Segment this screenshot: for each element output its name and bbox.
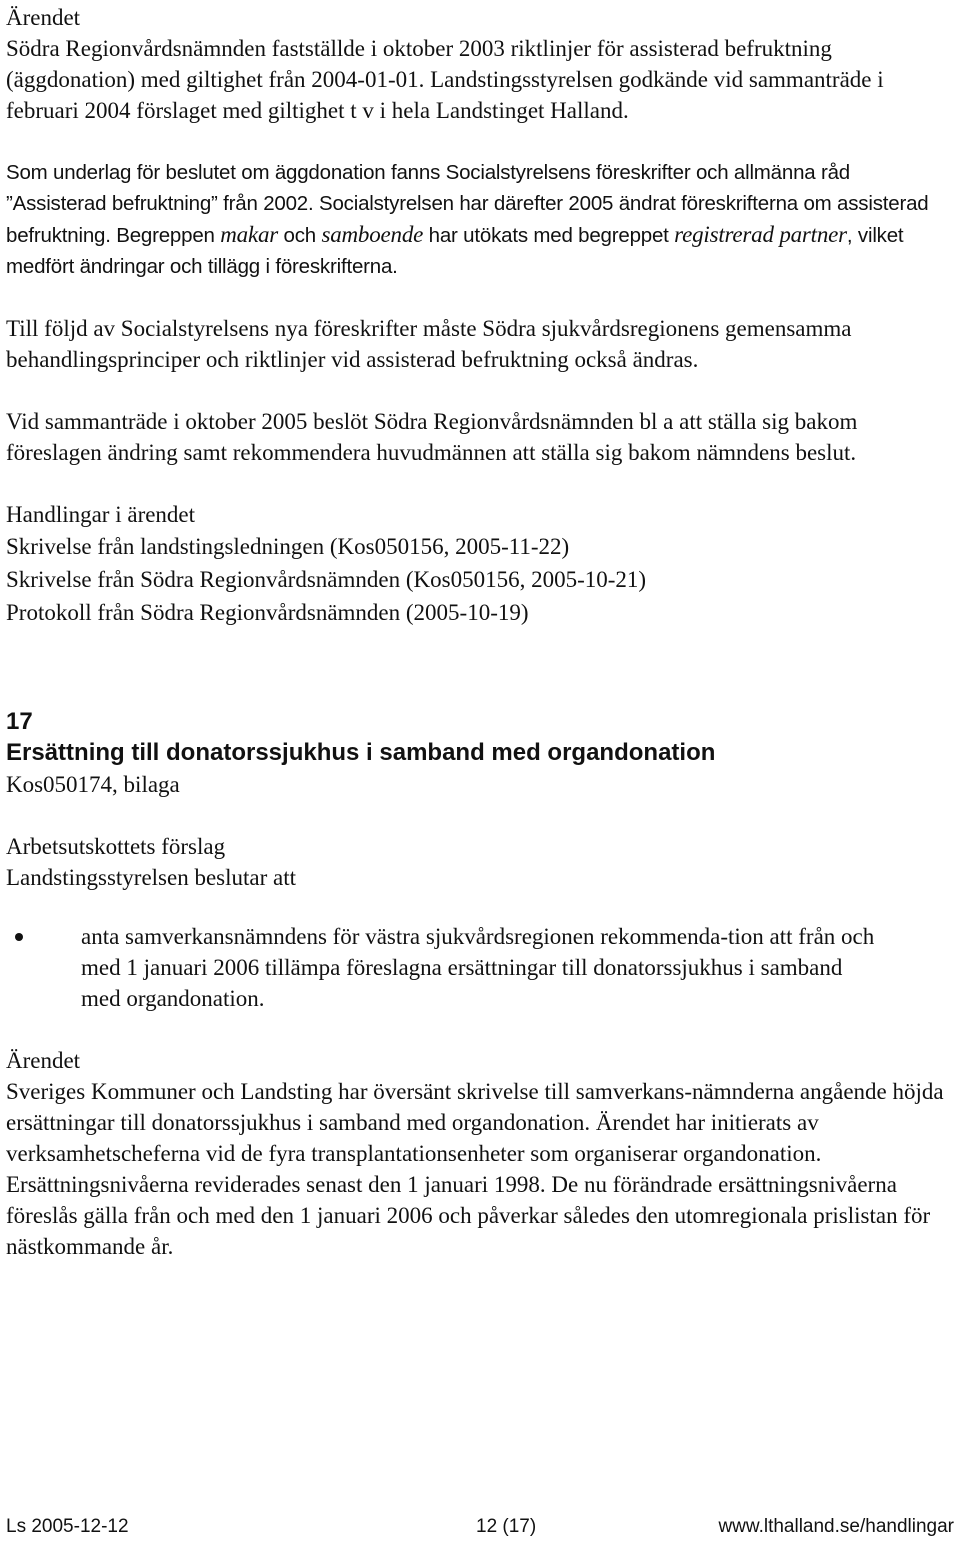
document-item: Protokoll från Södra Regionvårdsnämnden (2005-10-19) [6,600,529,625]
paragraph-basis [6,157,954,282]
paragraph-consequence: Till följd av Socialstyrelsens nya föreskrifter måste Södra sjukvårdsregionens gemensamma behandlingsprinciper och riktlinjer vid assisterad befruktning också ändras. [6,316,852,372]
paragraph-basis-text-2: och [278,224,322,247]
section-title: Ersättning till donatorssjukhus i samband med organdonation [6,739,716,766]
proposal-item-text: anta samverkansnämndens för västra sjukvårdsregionen rekommenda-tion att från och med 1 januari 2006 tillämpa föreslagna ersättningar till donatorssjukhus i samband med organdonation. [81,924,875,1011]
section-number: 17 [6,708,33,735]
matter-heading: Ärendet [6,1048,81,1073]
section-heading-arendet: Ärendet [6,5,81,30]
footer-date: Ls 2005-12-12 [6,1516,129,1537]
proposal-heading: Arbetsutskottets förslag [6,834,226,859]
paragraph-basis-text-3: har utökats med begreppet [423,224,675,247]
footer-url: www.lthalland.se/handlingar [718,1516,954,1537]
proposal-list [6,921,954,1014]
document-item: Skrivelse från landstingsledningen (Kos050156, 2005-11-22) [6,534,570,559]
term-makar: makar [220,222,279,247]
documents-list [6,530,954,629]
term-samboende: samboende [321,222,424,247]
matter-paragraph: Sveriges Kommuner och Landsting har översänt skrivelse till samverkans-nämnderna angående höjda ersättningar till donatorssjukhus i samband med organdonation. Ärendet har initierats av verksamhetscheferna vid de fyra transplantationsenheter som organiserar organdonation. Ersättningsnivåerna reviderades senast den 1 januari 1998. De nu förändrade ersättningsnivåerna föreslås gälla från och med den 1 januari 2006 och påverkar således den utomregionala prislistan för nästkommande år. [6,1079,944,1259]
document-page [6,2,954,1262]
document-item: Skrivelse från Södra Regionvårdsnämnden (Kos050156, 2005-10-21) [6,567,647,592]
footer-page-number: 12 (17) [476,1516,537,1537]
paragraph-basis-text-1: Som underlag för beslutet om äggdonation fanns Socialstyrelsens föreskrifter och allmänna råd ”Assisterad befruktning” från 2002. Socialstyrelsen har därefter 2005 ändrat föreskrifterna om assisterad befruktning. Begreppen [6,161,929,247]
paragraph-decision: Vid sammanträde i oktober 2005 beslöt Södra Regionvårdsnämnden bl a att ställa sig bakom föreslagen ändring samt rekommendera huvudmännen att ställa sig bakom nämndens beslut. [6,409,858,465]
page-footer [6,1515,954,1539]
documents-heading: Handlingar i ärendet [6,502,196,527]
section-reference: Kos050174, bilaga [6,772,180,797]
bullet-icon [15,933,23,941]
proposal-intro: Landstingsstyrelsen beslutar att [6,865,296,890]
term-registrerad-partner: registrerad partner [674,222,847,247]
paragraph-basis-text-4: , vilket medfört ändringar och tillägg i föreskrifterna. [6,224,904,278]
paragraph-guidelines: Södra Regionvårdsnämnden fastställde i oktober 2003 riktlinjer för assisterad befruktning (äggdonation) med giltighet från 2004-01-01. Landstingsstyrelsen godkände vid sammanträde i februari 2004 förslaget med giltighet t v i hela Landstinget Halland. [6,36,884,123]
proposal-item [81,921,881,1014]
